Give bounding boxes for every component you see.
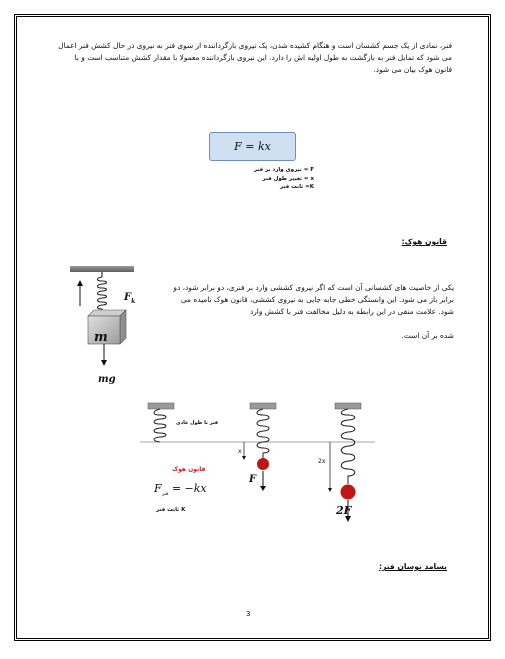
k-constant-label: K ثابت فنر — [156, 507, 186, 513]
mass-ball-2 — [257, 458, 269, 470]
legend-f: F = نیروی وارد بر فنر — [253, 167, 314, 173]
mass-block-side — [120, 310, 126, 344]
ceiling-1 — [148, 403, 174, 409]
two-x-label: 2x — [318, 458, 326, 465]
hooke-title-red: قانون هوک — [172, 466, 206, 473]
mass-block-top — [88, 310, 126, 316]
legend-k: K= ثابت فنر — [280, 184, 314, 190]
heading-spring-frequency: بسامد نوسان فنر: — [378, 562, 447, 571]
weight-label: mg — [98, 374, 116, 385]
formula-legend — [244, 166, 314, 192]
intro-paragraph: فنر، نمادی از یک جسم کشسان است و هنگام کشیده شدن، یک نیروی بازگرداننده از سوی فنر به نیروی در حال کشش فنر اعمال می شود که تمایل فنر به بازگشت به طول اولیه اش را دارد. این نیروی بازگرداننده معمولا با مقدار کشش متناسب است و با قانون هوک بیان می شود. — [58, 41, 452, 74]
force-label-fk — [124, 292, 135, 305]
heading-hooke-law: قانون هوک: — [401, 237, 447, 246]
f-arrow-head — [260, 486, 266, 491]
hanging-mass-figure — [66, 262, 156, 372]
ceiling-block — [70, 266, 134, 272]
mass-ball-3 — [341, 485, 356, 500]
ceiling-2 — [250, 403, 276, 409]
formula-lhs: F — [154, 482, 162, 495]
force-label-sub: k — [131, 298, 136, 305]
weight-arrow-head — [101, 360, 107, 366]
mass-label: m — [94, 330, 108, 345]
x-label: x — [238, 448, 242, 455]
hooke-property-paragraph: یکی از خاصیت های کشسانی آن است که اگر نیروی کششی وارد بر فنری، دو برابر شود، دو برابر باز می شود. این وابستگی خطی جابه جایی به نیروی کششی، قانون هوک نامیده می شود. علامت منفی در این رابطه به دلیل مخالفت فنر با کشش وارد — [173, 283, 454, 316]
formula-rhs: = −kx — [171, 482, 207, 495]
spring-2 — [257, 409, 269, 458]
spring-coil — [98, 272, 107, 316]
formula-sub: فنر — [161, 491, 169, 498]
f-label: F — [249, 474, 257, 485]
two-f-label: 2F — [336, 504, 352, 517]
force-arrow-head — [77, 280, 83, 286]
figure-formula — [154, 482, 207, 497]
legend-x: x = تغییر طول فنر — [262, 175, 314, 182]
ceiling-3 — [335, 403, 361, 409]
hooke-formula-box: F = kx — [209, 132, 296, 161]
x-dimension-head — [242, 456, 246, 460]
continuation-paragraph: شده بر آن است. — [401, 331, 454, 340]
force-label: F — [124, 292, 132, 303]
spring-3 — [341, 409, 355, 484]
page-number: 3 — [246, 610, 251, 618]
natural-length-label: فنر با طول عادی — [176, 420, 219, 426]
spring-1 — [154, 409, 166, 442]
two-x-dimension-head — [328, 488, 332, 492]
